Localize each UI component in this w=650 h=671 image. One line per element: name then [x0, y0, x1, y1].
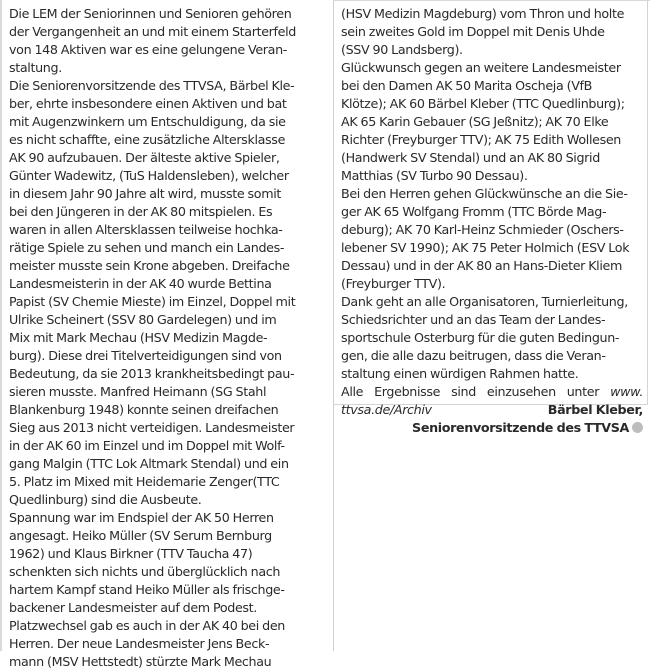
article-line: Schiedsrichter und an das Team der Landes- [341, 312, 606, 327]
article-right-column [341, 5, 643, 437]
author-role: Seniorenvorsitzende des TTVSA [412, 420, 629, 435]
signature-line-2 [341, 419, 643, 437]
article-line: Matthias (SV Turbo 90 Dessau). [341, 168, 528, 183]
article-line: AK 90 aufzubauen. Der älteste aktive Spieler, [9, 150, 280, 165]
article-line: der Vergangenheit an und mit einem Starterfeld [9, 24, 296, 39]
article-line: Quedlinburg) sind die Ausbeute. [9, 492, 202, 507]
article-line: Spannung war im Endspiel der AK 50 Herren [9, 510, 274, 525]
article-line: Ulrike Scheinert (SSV 80 Gardelegen) und im [9, 312, 277, 327]
article-line: sportschule Osterburg für die guten Bedingun- [341, 330, 620, 345]
signature-line-1 [341, 401, 643, 419]
article-line: Glückwunsch gegen an weitere Landesmeister [341, 60, 621, 75]
article-line: in diesem Jahr 90 Jahre alt wird, musste somit [9, 186, 281, 201]
results-url-part2[interactable]: ttvsa.de/Archiv [341, 402, 432, 417]
article-line: (Handwerk SV Stendal) und an AK 80 Sigrid [341, 150, 600, 165]
article-line: sein zweites Gold im Doppel mit Denis Uhde [341, 24, 605, 39]
article-line: ber, ehrte insbesondere einen Aktiven und bat [9, 96, 287, 111]
article-line: Platzwechsel gab es auch in der AK 40 bei den [9, 618, 285, 633]
article-line: sieren musste. Manfred Heimann (SG Stahl [9, 384, 267, 399]
left-border [0, 0, 2, 651]
article-line: Günter Wadewitz, (TuS Haldensleben), welcher [9, 168, 289, 183]
article-line: hartem Kampf stand Heiko Müller als frischge- [9, 582, 285, 597]
end-of-article-dot-icon [632, 422, 643, 433]
results-url-part1[interactable]: www. [610, 384, 644, 399]
article-line: bei den Damen AK 50 Marita Oscheja (VfB [341, 78, 592, 93]
article-line: staltung einen würdigen Rahmen hatte. [341, 366, 579, 381]
article-line: backener Landesmeister auf dem Podest. [9, 600, 257, 615]
article-line: schenkten sich nichts und überglücklich nach [9, 564, 281, 579]
article-line: angesagt. Heiko Müller (SV Serum Bernburg [9, 528, 272, 543]
article-line: in der AK 60 im Einzel und im Doppel mit Wolf- [9, 438, 285, 453]
author-name: Bärbel Kleber, [547, 402, 643, 417]
article-line: Dank geht an alle Organisatoren, Turnierleitung, [341, 294, 628, 309]
article-line: von 148 Aktiven war es eine gelungene Veran- [9, 42, 287, 57]
article-line: Die Seniorenvorsitzende des TTVSA, Bärbel Kle- [9, 78, 295, 93]
article-line: gen, die alle dazu beitrugen, dass die Veran- [341, 348, 606, 363]
article-line: waren in allen Altersklassen teilweise hochka- [9, 222, 283, 237]
article-line: Bedeutung, da sie 2013 krankheitsbedingt pau- [9, 366, 295, 381]
blank-area [334, 405, 650, 651]
right-column-border [647, 0, 648, 405]
article-line: Dessau) und in der AK 80 an Hans-Dieter Kliem [341, 258, 622, 273]
article-line: Herren. Der neue Landesmeister Jens Beck- [9, 636, 270, 651]
article-line: 5. Platz im Mixed mit Heidemarie Zenger(TTC [9, 474, 280, 489]
article-line: Papist (SV Chemie Mieste) im Einzel, Doppel mit [9, 294, 296, 309]
article-line: es nicht schaffte, eine zusätzliche Altersklasse [9, 132, 286, 147]
article-line: Die LEM der Seniorinnen und Senioren gehören [9, 6, 292, 21]
article-line: AK 65 Karin Gebauer (SG Jeßnitz); AK 70 Elke [341, 114, 609, 129]
article-left-column [9, 5, 317, 671]
article-line: 1962) und Klaus Birkner (TTV Taucha 47) [9, 546, 253, 561]
article-line: mit Augenzwinkern um Entschuldigung, da sie [9, 114, 286, 129]
article-line: Klötze); AK 60 Bärbel Kleber (TTC Quedlinburg); [341, 96, 625, 111]
results-link-line [341, 383, 643, 401]
article-line: lebener SV 1990); AK 75 Peter Holmich (ESV Lok [341, 240, 630, 255]
article-line: ger AK 65 Wolfgang Fromm (TTC Börde Mag- [341, 204, 607, 219]
article-line: meister musste sein Krone abgeben. Dreifache [9, 258, 290, 273]
article-line: Landesmeisterin in der AK 40 wurde Bettina [9, 276, 272, 291]
article-line: Sieg aus 2013 nicht verteidigen. Landesmeister [9, 420, 295, 435]
article-line: Mix mit Mark Mechau (HSV Medizin Magde- [9, 330, 268, 345]
article-line: bei den Jüngeren in der AK 80 mitspielen. Es [9, 204, 273, 219]
article-line: Blankenburg 1948) konnte seinen dreifachen [9, 402, 279, 417]
article-line: (HSV Medizin Magdeburg) vom Thron und holte [341, 6, 625, 21]
article-line: staltung. [9, 60, 62, 75]
article-line: burg). Diese drei Titelverteidigungen sind von [9, 348, 282, 363]
right-column-lines [341, 5, 643, 383]
article-line: gang Malgin (TTC Lok Altmark Stendal) und ein [9, 456, 289, 471]
article-line: mann (MSV Hettstedt) stürzte Mark Mechau [9, 654, 272, 669]
article-line: Richter (Freyburger TTV); AK 75 Edith Wollesen [341, 132, 622, 147]
article-line: Bei den Herren gehen Glückwünsche an die Sie- [341, 186, 628, 201]
results-text: Alle Ergebnisse sind einzusehen unter [341, 384, 600, 399]
article-line: rätige Spiele zu sehen und manch ein Landes- [9, 240, 285, 255]
right-column-top-border [333, 0, 650, 1]
article-line: (SSV 90 Landsberg). [341, 42, 463, 57]
article-line: deburg); AK 70 Karl-Heinz Schmieder (Oschers- [341, 222, 624, 237]
article-line: (Freyburger TTV). [341, 276, 446, 291]
